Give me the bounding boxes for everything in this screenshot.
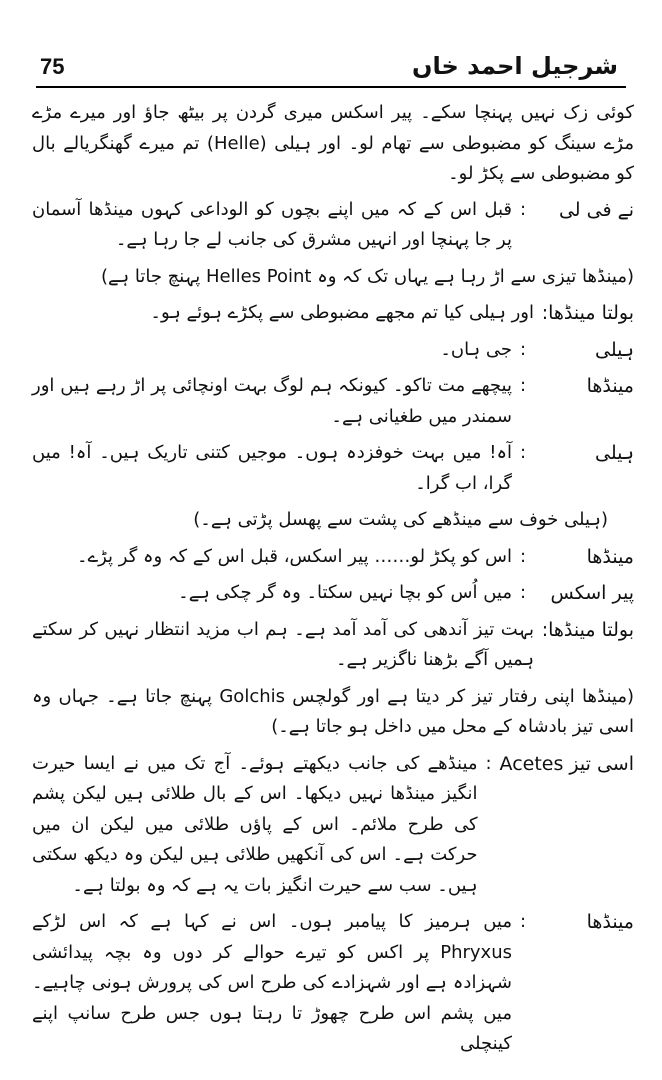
dialogue-text: میں ہرمیز کا پیامبر ہوں۔ اس نے کہا ہے کہ اس لڑکے Phryxus پر اکس کو تیرے حوالے کر دوں وہ بچہ پیدائشی شہزادہ ہے اور شہزادے کی طرح اس کی پرورش ہونی چاہیے۔ میں پشم اس طرح چھوڑ تا رہتا ہوں جس طرح سانپ اپنے کینچلی	[32, 911, 512, 1054]
paragraph: کوئی زک نہیں پہنچا سکے۔ پیر اسکس میری گردن پر بیٹھ جاؤ اور میرے مڑے مڑے سینگ کو مضبوطی سے تھام لو۔ اور ہیلی (Helle) تم میرے گھنگریالے بال کو مضبوطی سے پکڑ لو۔	[32, 102, 635, 184]
speaker-separator: :	[519, 911, 527, 932]
running-header-author: شرجیل احمد خاں	[411, 52, 618, 80]
speaker-separator: :	[519, 375, 527, 396]
dialogue-line	[32, 578, 634, 609]
speaker-name: مینڈھا	[586, 545, 634, 568]
dialogue-text: قبل اس کے کہ میں اپنے بچوں کو الوداعی کہوں مینڈھا آسمان پر جا پہنچا اور انہیں مشرق کی جانب لے جا رہا ہے۔	[32, 198, 512, 250]
speaker-name: مینڈھا	[586, 911, 634, 933]
dialogue-text: اور ہیلی کیا تم مجھے مضبوطی سے پکڑے ہوئے ہو۔	[150, 302, 534, 323]
speaker-name: نے فی لی	[558, 198, 634, 221]
stage-direction: (مینڈھا تیزی سے اڑ رہا ہے یہاں تک کہ وہ Helles Point پہنچ جاتا ہے)	[101, 265, 634, 287]
speaker-separator: :	[519, 545, 527, 567]
speaker-name: پیر اسکس	[550, 582, 634, 604]
speaker-name: بولتا مینڈھا:	[541, 302, 634, 324]
stage-direction: (ہیلی خوف سے مینڈھے کی پشت سے پھسل پڑتی ہے۔)	[193, 509, 608, 530]
dialogue-text: آہ! میں بہت خوفزدہ ہوں۔ موجیں کتنی تاریک ہیں۔ آہ! میں گرا، اب گرا۔	[32, 442, 512, 494]
stage-direction: (مینڈھا اپنی رفتار تیز کر دیتا ہے اور گولچس Golchis پہنچ جاتا ہے۔ جہاں وہ اسی تیز بادشاہ کے محل میں داخل ہو جاتا ہے۔)	[32, 685, 635, 737]
dialogue-text: میں اُس کو بچا نہیں سکتا۔ وہ گر چکی ہے۔	[178, 582, 512, 603]
dialogue-line	[32, 542, 634, 573]
dialogue-line	[32, 298, 634, 329]
dialogue-line	[32, 438, 634, 499]
page-number: 75	[40, 54, 65, 79]
page-body	[32, 98, 634, 1066]
dialogue-text: مینڈھے کی جانب دیکھتے ہوئے۔ آج تک میں نے ایسا حیرت انگیز مینڈھا نہیں دیکھا۔ اس کے بال طلائی ہیں لیکن پشم کی طرح ملائم۔ اس کے پاؤں طلائی میں لیکن ان میں حرکت ہے۔ اس کی آنکھیں طلائی ہیں لیکن وہ دیکھ سکتی ہیں۔ سب سے حیرت انگیز بات یہ ہے کہ وہ بولتا ہے۔	[32, 752, 478, 896]
dialogue-line	[32, 749, 634, 902]
speaker-name: مینڈھا	[586, 375, 634, 397]
dialogue-line	[32, 195, 634, 256]
speaker-name: اسی تیز Acetes	[499, 752, 634, 775]
speaker-separator: :	[485, 752, 492, 774]
speaker-separator: :	[519, 442, 527, 463]
dialogue-text: اس کو پکڑ لو…… پیر اسکس، قبل اس کے کہ وہ گر پڑے۔	[77, 545, 512, 567]
speaker-name: ہیلی	[595, 338, 634, 361]
dialogue-line	[32, 615, 634, 676]
header-rule	[36, 86, 626, 88]
speaker-name: بولتا مینڈھا:	[541, 618, 634, 641]
dialogue-line	[32, 371, 634, 432]
dialogue-line	[32, 335, 634, 366]
speaker-separator: :	[519, 338, 527, 360]
speaker-separator: :	[519, 198, 527, 220]
dialogue-line	[32, 907, 634, 1060]
speaker-name: ہیلی	[595, 442, 634, 464]
dialogue-text: بہت تیز آندھی کی آمد آمد ہے۔ ہم اب مزید انتظار نہیں کر سکتے ہمیں آگے بڑھنا ناگزیر ہے۔	[32, 618, 534, 670]
speaker-separator: :	[519, 582, 527, 603]
dialogue-text: جی ہاں۔	[440, 338, 512, 360]
dialogue-text: پیچھے مت تاکو۔ کیونکہ ہم لوگ بہت اونچائی پر اڑ رہے ہیں اور سمندر میں طغیانی ہے۔	[32, 375, 512, 427]
